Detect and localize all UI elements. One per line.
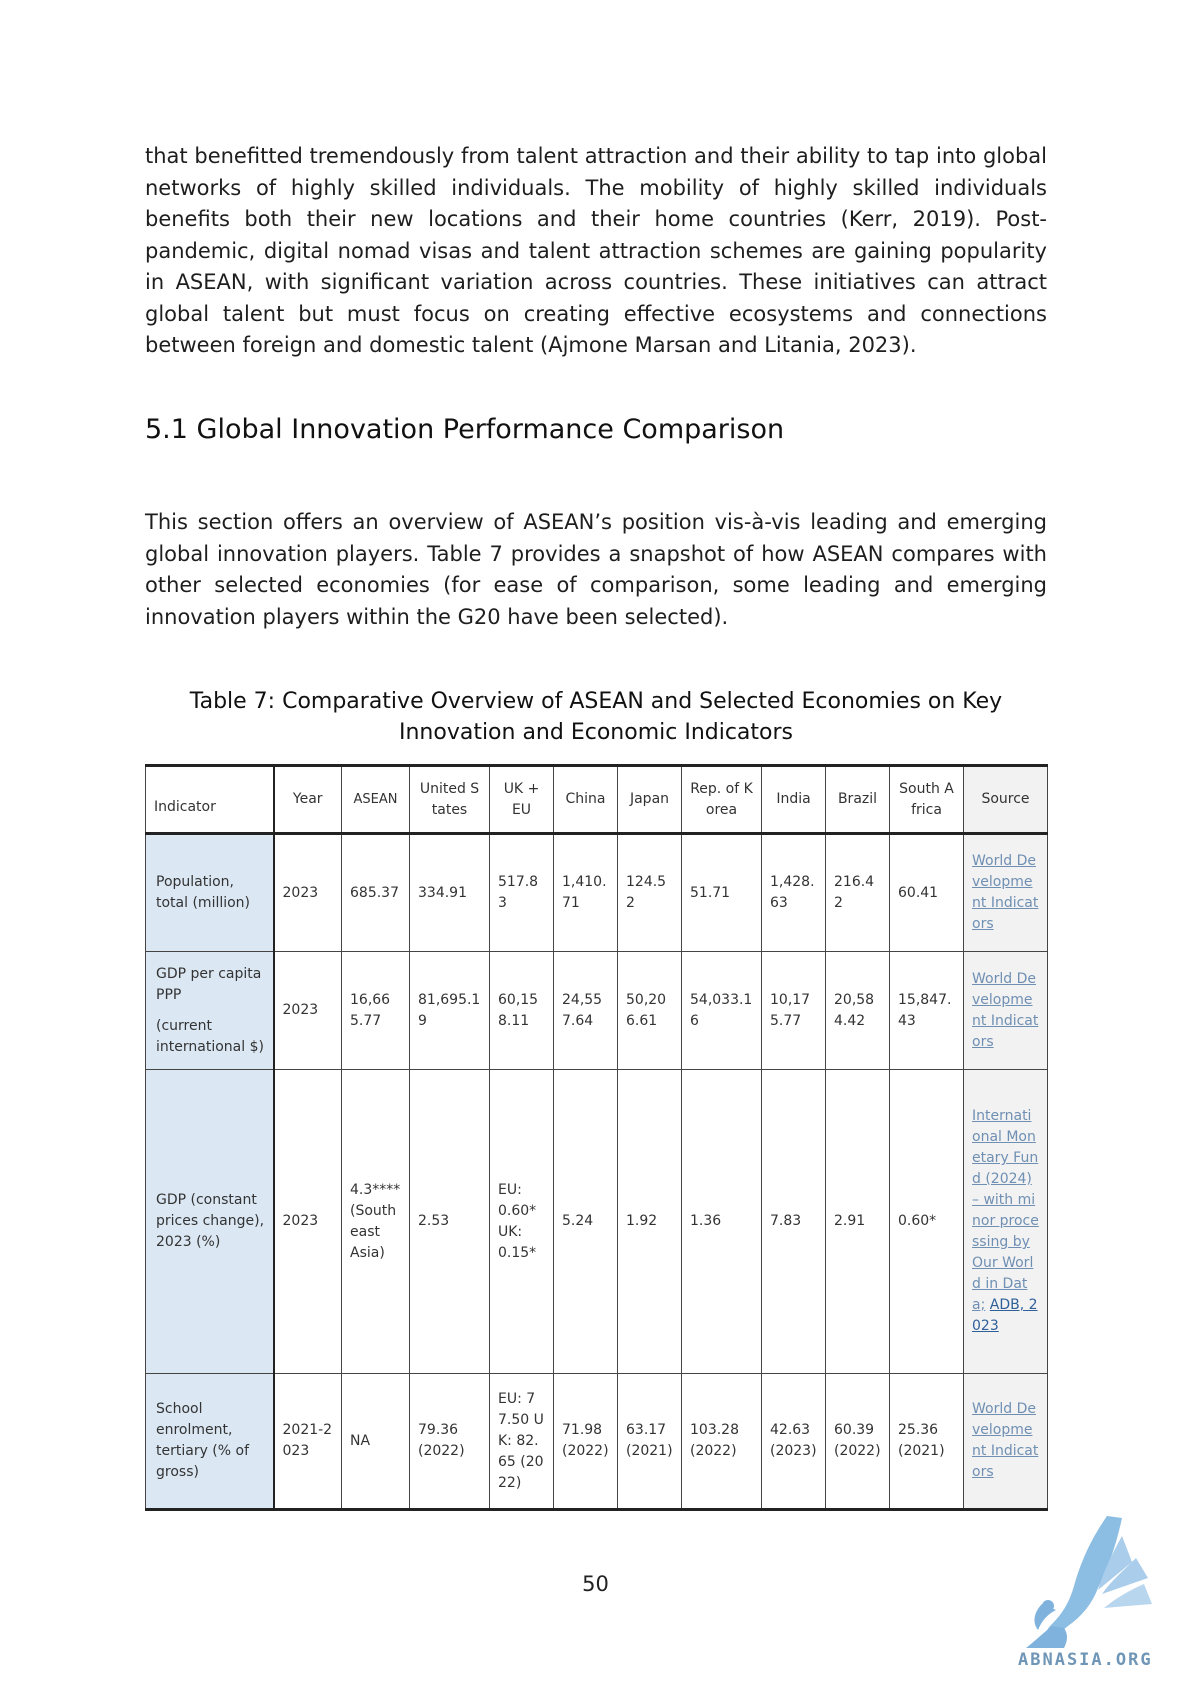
table-cell: EU: 77.50 UK: 82.65 (2022) bbox=[490, 1374, 554, 1510]
table-cell: 24,557.64 bbox=[554, 952, 618, 1070]
adb-source-link[interactable]: ADB, 2023 bbox=[972, 1297, 1038, 1334]
source-link[interactable]: World Development Indicators bbox=[972, 1401, 1039, 1480]
source-link[interactable]: World Development Indicators bbox=[972, 853, 1039, 932]
column-header: UK + EU bbox=[490, 766, 554, 834]
table-cell: 20,584.42 bbox=[826, 952, 890, 1070]
table-cell: 71.98 (2022) bbox=[554, 1374, 618, 1510]
table-cell: 103.28 (2022) bbox=[682, 1374, 762, 1510]
section-heading: 5.1 Global Innovation Performance Comparison bbox=[145, 414, 785, 445]
table-cell: 42.63 (2023) bbox=[762, 1374, 826, 1510]
table-cell: 50,206.61 bbox=[618, 952, 682, 1070]
table-cell: 1.92 bbox=[618, 1070, 682, 1374]
watermark-text: ABNASIA.ORG bbox=[1018, 1650, 1153, 1670]
table-cell: 60.41 bbox=[890, 834, 964, 952]
indicator-note: (current international $) bbox=[156, 1017, 264, 1055]
column-header: Japan bbox=[618, 766, 682, 834]
table-cell: 51.71 bbox=[682, 834, 762, 952]
table-cell: 15,847.43 bbox=[890, 952, 964, 1070]
page-number: 50 bbox=[582, 1572, 609, 1596]
table-cell: 25.36 (2021) bbox=[890, 1374, 964, 1510]
column-header: Source bbox=[964, 766, 1048, 834]
column-header: Rep. of Korea bbox=[682, 766, 762, 834]
intro-paragraph: that benefitted tremendously from talent attraction and their ability to tap into global networks of highly skilled individuals. The mobility of highly skilled individuals benefits both their new locations and their home countries (Kerr, 2019). Post-pandemic, digital nomad visas and talent attraction schemes are gaining popularity in ASEAN, with significant variation across countries. These initiatives can attract global talent but must focus on creating effective ecosystems and connections between foreign and domestic talent (Ajmone Marsan and Litania, 2023). bbox=[145, 144, 1047, 357]
indicator-cell: GDP (constant prices change), 2023 (%) bbox=[146, 1070, 274, 1374]
table-cell: 1,428.63 bbox=[762, 834, 826, 952]
column-header: ASEAN bbox=[342, 766, 410, 834]
table-cell: 63.17 (2021) bbox=[618, 1374, 682, 1510]
column-header: South Africa bbox=[890, 766, 964, 834]
indicator-label: GDP per capita PPP bbox=[156, 965, 262, 1003]
table-cell: 81,695.19 bbox=[410, 952, 490, 1070]
column-header: India bbox=[762, 766, 826, 834]
table-cell: 60,158.11 bbox=[490, 952, 554, 1070]
indicator-cell: Population, total (million) bbox=[146, 834, 274, 952]
table-cell: 2021-2023 bbox=[274, 1374, 342, 1510]
source-cell bbox=[964, 952, 1048, 1070]
table-cell: 7.83 bbox=[762, 1070, 826, 1374]
indicator-cell bbox=[146, 952, 274, 1070]
table-cell: 79.36 (2022) bbox=[410, 1374, 490, 1510]
table-cell: 54,033.16 bbox=[682, 952, 762, 1070]
griffin-logo-icon bbox=[1012, 1508, 1162, 1658]
table-row bbox=[146, 1374, 1048, 1510]
table-cell: 216.42 bbox=[826, 834, 890, 952]
source-cell bbox=[964, 834, 1048, 952]
section-paragraph: This section offers an overview of ASEAN’s position vis-à-vis leading and emerging global innovation players. Table 7 provides a snapshot of how ASEAN compares with other selected economies (for ease of comparison, some leading and emerging innovation players within the G20 have been selected). bbox=[145, 510, 1047, 629]
table-row bbox=[146, 952, 1048, 1070]
column-header: United States bbox=[410, 766, 490, 834]
table-cell: 1.36 bbox=[682, 1070, 762, 1374]
table-row bbox=[146, 1070, 1048, 1374]
source-cell bbox=[964, 1374, 1048, 1510]
column-header: Brazil bbox=[826, 766, 890, 834]
table-cell: NA bbox=[342, 1374, 410, 1510]
table-cell: 685.37 bbox=[342, 834, 410, 952]
source-link[interactable]: World Development Indicators bbox=[972, 970, 1039, 1050]
column-header: China bbox=[554, 766, 618, 834]
table-cell: 2023 bbox=[274, 834, 342, 952]
table-caption: Table 7: Comparative Overview of ASEAN and Selected Economies on Key Innovation and Economic Indicators bbox=[189, 689, 1003, 745]
table-cell: 60.39 (2022) bbox=[826, 1374, 890, 1510]
table-cell: 4.3**** (South east Asia) bbox=[342, 1070, 410, 1374]
table-header-row bbox=[146, 766, 1048, 834]
table-cell: EU: 0.60* UK: 0.15* bbox=[490, 1070, 554, 1374]
source-link[interactable]: International Monetary Fund (2024) – with minor processing by Our World in Data; bbox=[972, 1108, 1039, 1313]
table-cell: 10,175.77 bbox=[762, 952, 826, 1070]
table-cell: 16,665.77 bbox=[342, 952, 410, 1070]
table-cell: 124.52 bbox=[618, 834, 682, 952]
table-cell: 334.91 bbox=[410, 834, 490, 952]
table-cell: 2023 bbox=[274, 952, 342, 1070]
column-header: Indicator bbox=[146, 766, 274, 834]
table-row bbox=[146, 834, 1048, 952]
column-header: Year bbox=[274, 766, 342, 834]
table-cell: 2.53 bbox=[410, 1070, 490, 1374]
indicator-cell: School enrolment, tertiary (% of gross) bbox=[146, 1374, 274, 1510]
table-cell: 2023 bbox=[274, 1070, 342, 1374]
table-cell: 5.24 bbox=[554, 1070, 618, 1374]
source-cell bbox=[964, 1070, 1048, 1374]
comparison-table bbox=[145, 764, 1048, 1511]
table-cell: 2.91 bbox=[826, 1070, 890, 1374]
table-cell: 1,410.71 bbox=[554, 834, 618, 952]
table-cell: 0.60* bbox=[890, 1070, 964, 1374]
table-cell: 517.83 bbox=[490, 834, 554, 952]
